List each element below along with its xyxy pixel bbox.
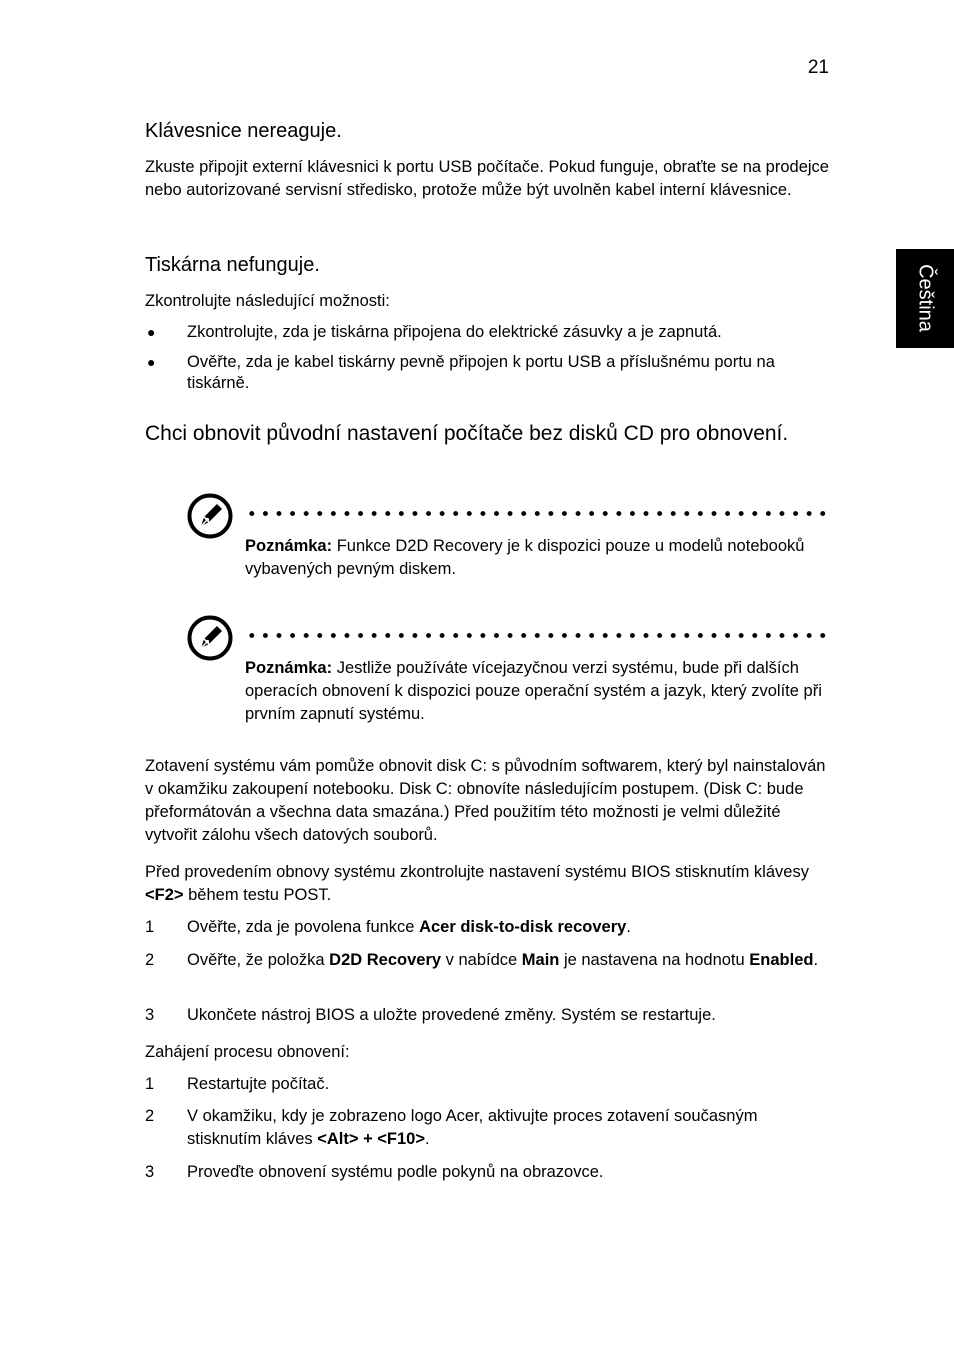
bullet-icon: ● [147,324,156,340]
language-tab-label: Čeština [914,264,937,332]
bios-paragraph: Před provedením obnovy systému zkontrolujte nastavení systému BIOS stisknutím klávesy <F2> během testu POST. [145,863,809,904]
language-tab [896,249,954,348]
keyboard-paragraph: Zkuste připojit externí klávesnici k portu USB počítače. Pokud funguje, obraťte se na prodejce nebo autorizované servisní středisko, protože může být uvolněn kabel interní klávesnice. [145,158,829,199]
note-icon [187,493,233,539]
note-icon [187,615,233,661]
recovery-paragraph: Zotavení systému vám pomůže obnovit disk C: s původním softwarem, který byl nainstalován v okamžiku zakoupení notebooku. Disk C: obnovíte následujícím postupem. (Disk C: bude přeformátován a všechna data smazána.) Před použitím této možnosti je velmi důležité vytvořit zálohu všech datových souborů. [145,757,826,844]
printer-intro: Zkontrolujte následující možnosti: [145,292,390,310]
heading-keyboard: Klávesnice nereaguje. [145,120,342,142]
page-number: 21 [807,57,829,78]
note-text: Poznámka: Jestliže používáte vícejazyčnou verzi systému, bude při dalších operacích obnovení k dispozici pouze operační systém a jazyk, který zvolíte při prvním zapnutí systému. [245,659,822,723]
bullet-icon: ● [147,354,156,370]
note-text: Poznámka: Funkce D2D Recovery je k dispozici pouze u modelů notebooků vybavených pevným diskem. [245,537,805,578]
heading-printer: Tiskárna nefunguje. [145,254,320,276]
note-divider [245,633,831,638]
heading-recovery: Chci obnovit původní nastavení počítače bez disků CD pro obnovení. [145,422,789,445]
note-divider [245,511,831,516]
start-label: Zahájení procesu obnovení: [145,1043,350,1061]
